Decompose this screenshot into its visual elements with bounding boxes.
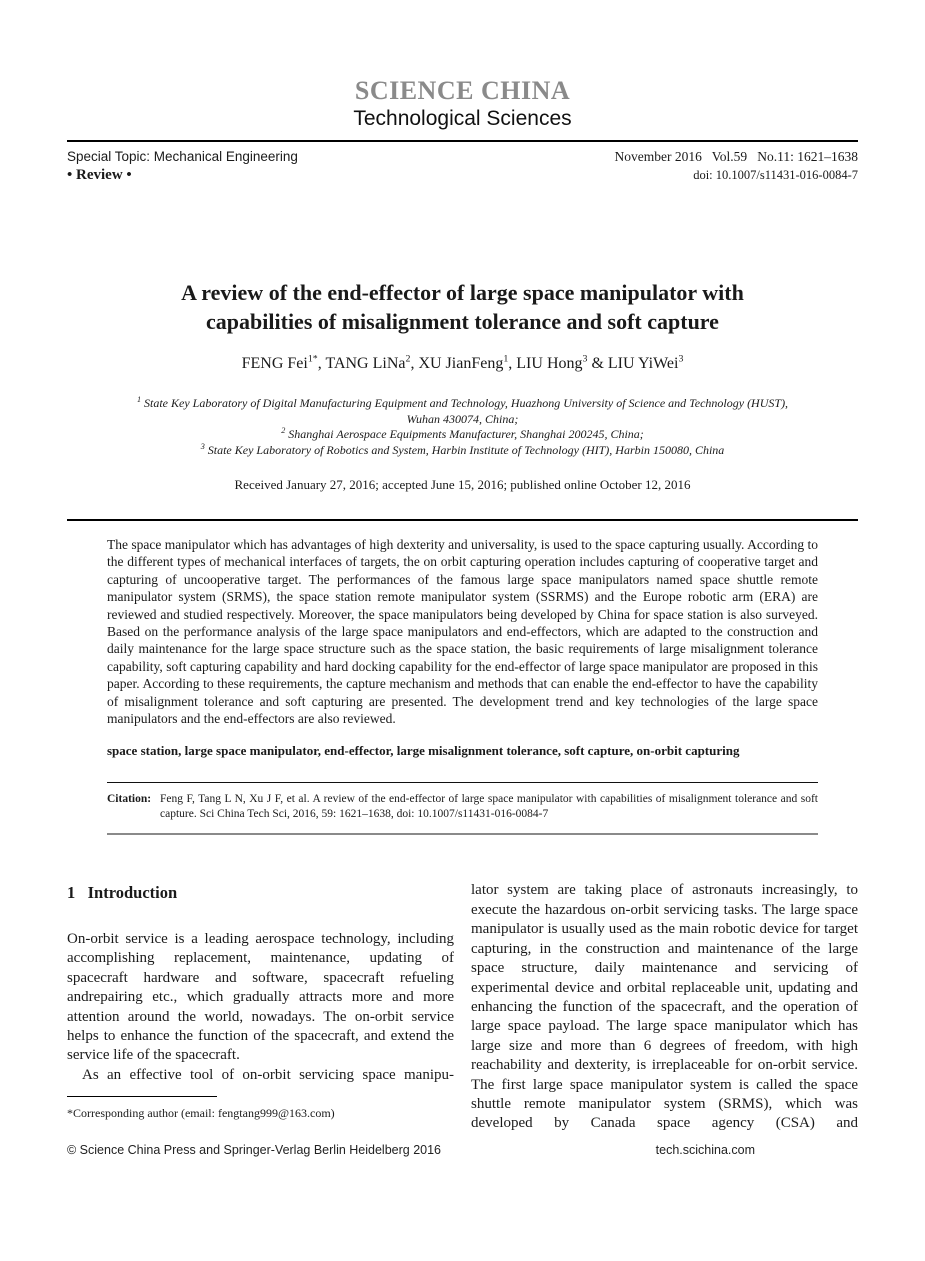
abstract-top-rule — [67, 519, 858, 521]
article-title-line-1: A review of the end-effector of large space manipulator with — [181, 280, 744, 305]
keywords-line: space station, large space manipulator, end-effector, large misalignment tolerance, soft capture, on-orbit capturing — [107, 743, 740, 759]
issue-info: November 2016 Vol.59 No.11: 1621–1638 — [614, 149, 858, 164]
right-column — [471, 881, 858, 1133]
section-heading-introduction: 1 Introduction — [67, 883, 178, 903]
citation-label: Citation: — [107, 793, 152, 806]
body-paragraph: As an effective tool of on-orbit servicing space manipu- — [82, 1066, 454, 1083]
citation-text: Feng F, Tang L N, Xu J F, et al. A review of the end-effector of large space manipulator with capabilities of misalignment tolerance and soft capture. Sci China Tech Sci, 2016, 59: 1621–1638, doi: 10.1007/s11431-016-0084-7 — [160, 793, 818, 821]
header-meta-row — [67, 149, 858, 165]
journal-name: SCIENCE CHINA — [354, 76, 571, 105]
author: & LIU YiWei$^3$ — [587, 353, 684, 372]
footnote — [67, 1096, 461, 1121]
header-meta-row-2 — [67, 167, 858, 184]
body-paragraph: lator system are taking place of astronauts increasingly, to execute the hazardous on-orbit servicing tasks. The large space manipulator is usually used as the main robotic device for target capturing, in the construction and maintenance of the large space structure, daily maintenance and servicing of experimental device and orbital replaceable unit, updating and enhancing the function of the spacecraft, and the operation of large space payload. The large space manipulator which has large size and more than 6 degrees of freedom, with high reachability and dexterity, is irreplaceable for on-orbit service. The first large space manipulator system is called the space shuttle remote manipulator system (SRMS), which was developed by Canada space agency (CSA) and — [471, 882, 858, 1132]
affiliation-1: $^1$ State Key Laboratory of Digital Manufacturing Equipment and Technology, Huazhong University of Science and Technology (HUST), — [136, 395, 789, 410]
author: , XU JianFeng$^1$ — [410, 353, 509, 372]
affiliation-3: $^3$ State Key Laboratory of Robotics and System, Harbin Institute of Technology (HIT), Harbin 150080, China — [200, 441, 725, 457]
header-rule — [67, 140, 858, 142]
corresponding-author-note: *Corresponding author (email: fengtang999@163.com) — [67, 1106, 335, 1120]
abstract-text: The space manipulator which has advantages of high dexterity and universality, is used to the space capturing usually. According to the different types of mechanical interfaces of targets, the on orbit capturing operation includes capturing of cooperative target and capturing of uncooperative target. The performances of the famous large space manipulators named space shuttle remote manipulator system (SRMS), the space station remote manipulator system (SSRMS) and the Europe robotic arm (ERA) are reviewed and studied respectively. Moreover, the space manipulators being developed by China for space station is also surveyed. Based on the performance analysis of the large space manipulators and end-effectors, which are adapted to the construction and daily maintenance for the large space structure such as the space station, the basic requirements of large misalignment tolerance capability, soft capturing capability and hard docking capability for the end-effector of large space manipulator are proposed in this paper. According to these requirements, the capture mechanism and methods that can enable the end-effector to have the capability of misalignment tolerance and soft capturing are presented. The development trend and key technologies of the large space manipulators and the end-effectors are also reviewed. — [107, 537, 818, 727]
copyright-text: © Science China Press and Springer-Verlag Berlin Heidelberg 2016 — [67, 1143, 442, 1157]
article-title — [0, 278, 925, 336]
body-paragraph: On-orbit service is a leading aerospace technology, including accomplishing replacement, maintenance, updating of spacecraft hardware and software, spacecraft refueling andrepairing etc., which gradually attracts more and more attention around the world, nowadays. The on-orbit service helps to enhance the function of the spacecraft, and extend the service life of the spacecraft. — [67, 930, 454, 1064]
author: FENG Fei$^{1*}$ — [241, 353, 318, 372]
journal-website: tech.scichina.com — [655, 1143, 755, 1157]
author: , TANG LiNa$^2$ — [317, 353, 411, 372]
page-footer — [67, 1143, 858, 1157]
received-line: Received January 27, 2016; accepted June 15, 2016; published online October 12, 2016 — [234, 477, 691, 492]
affiliations — [67, 396, 858, 458]
affiliation-2: $^2$ Shanghai Aerospace Equipments Manufacturer, Shanghai 200245, China; — [281, 426, 644, 441]
footnote-rule — [67, 1096, 217, 1097]
affiliation-1-line-2: Wuhan 430074, China; — [406, 411, 519, 426]
special-topic: Special Topic: Mechanical Engineering — [67, 149, 298, 164]
author: , LIU Hong$^3$ — [508, 353, 588, 372]
article-type: • Review • — [67, 167, 132, 183]
citation-block — [107, 782, 818, 835]
authors-line — [0, 355, 925, 373]
journal-subtitle: Technological Sciences — [353, 107, 572, 130]
doi-text: doi: 10.1007/s11431-016-0084-7 — [693, 168, 858, 182]
article-title-line-2: capabilities of misalignment tolerance and soft capture — [206, 309, 719, 334]
